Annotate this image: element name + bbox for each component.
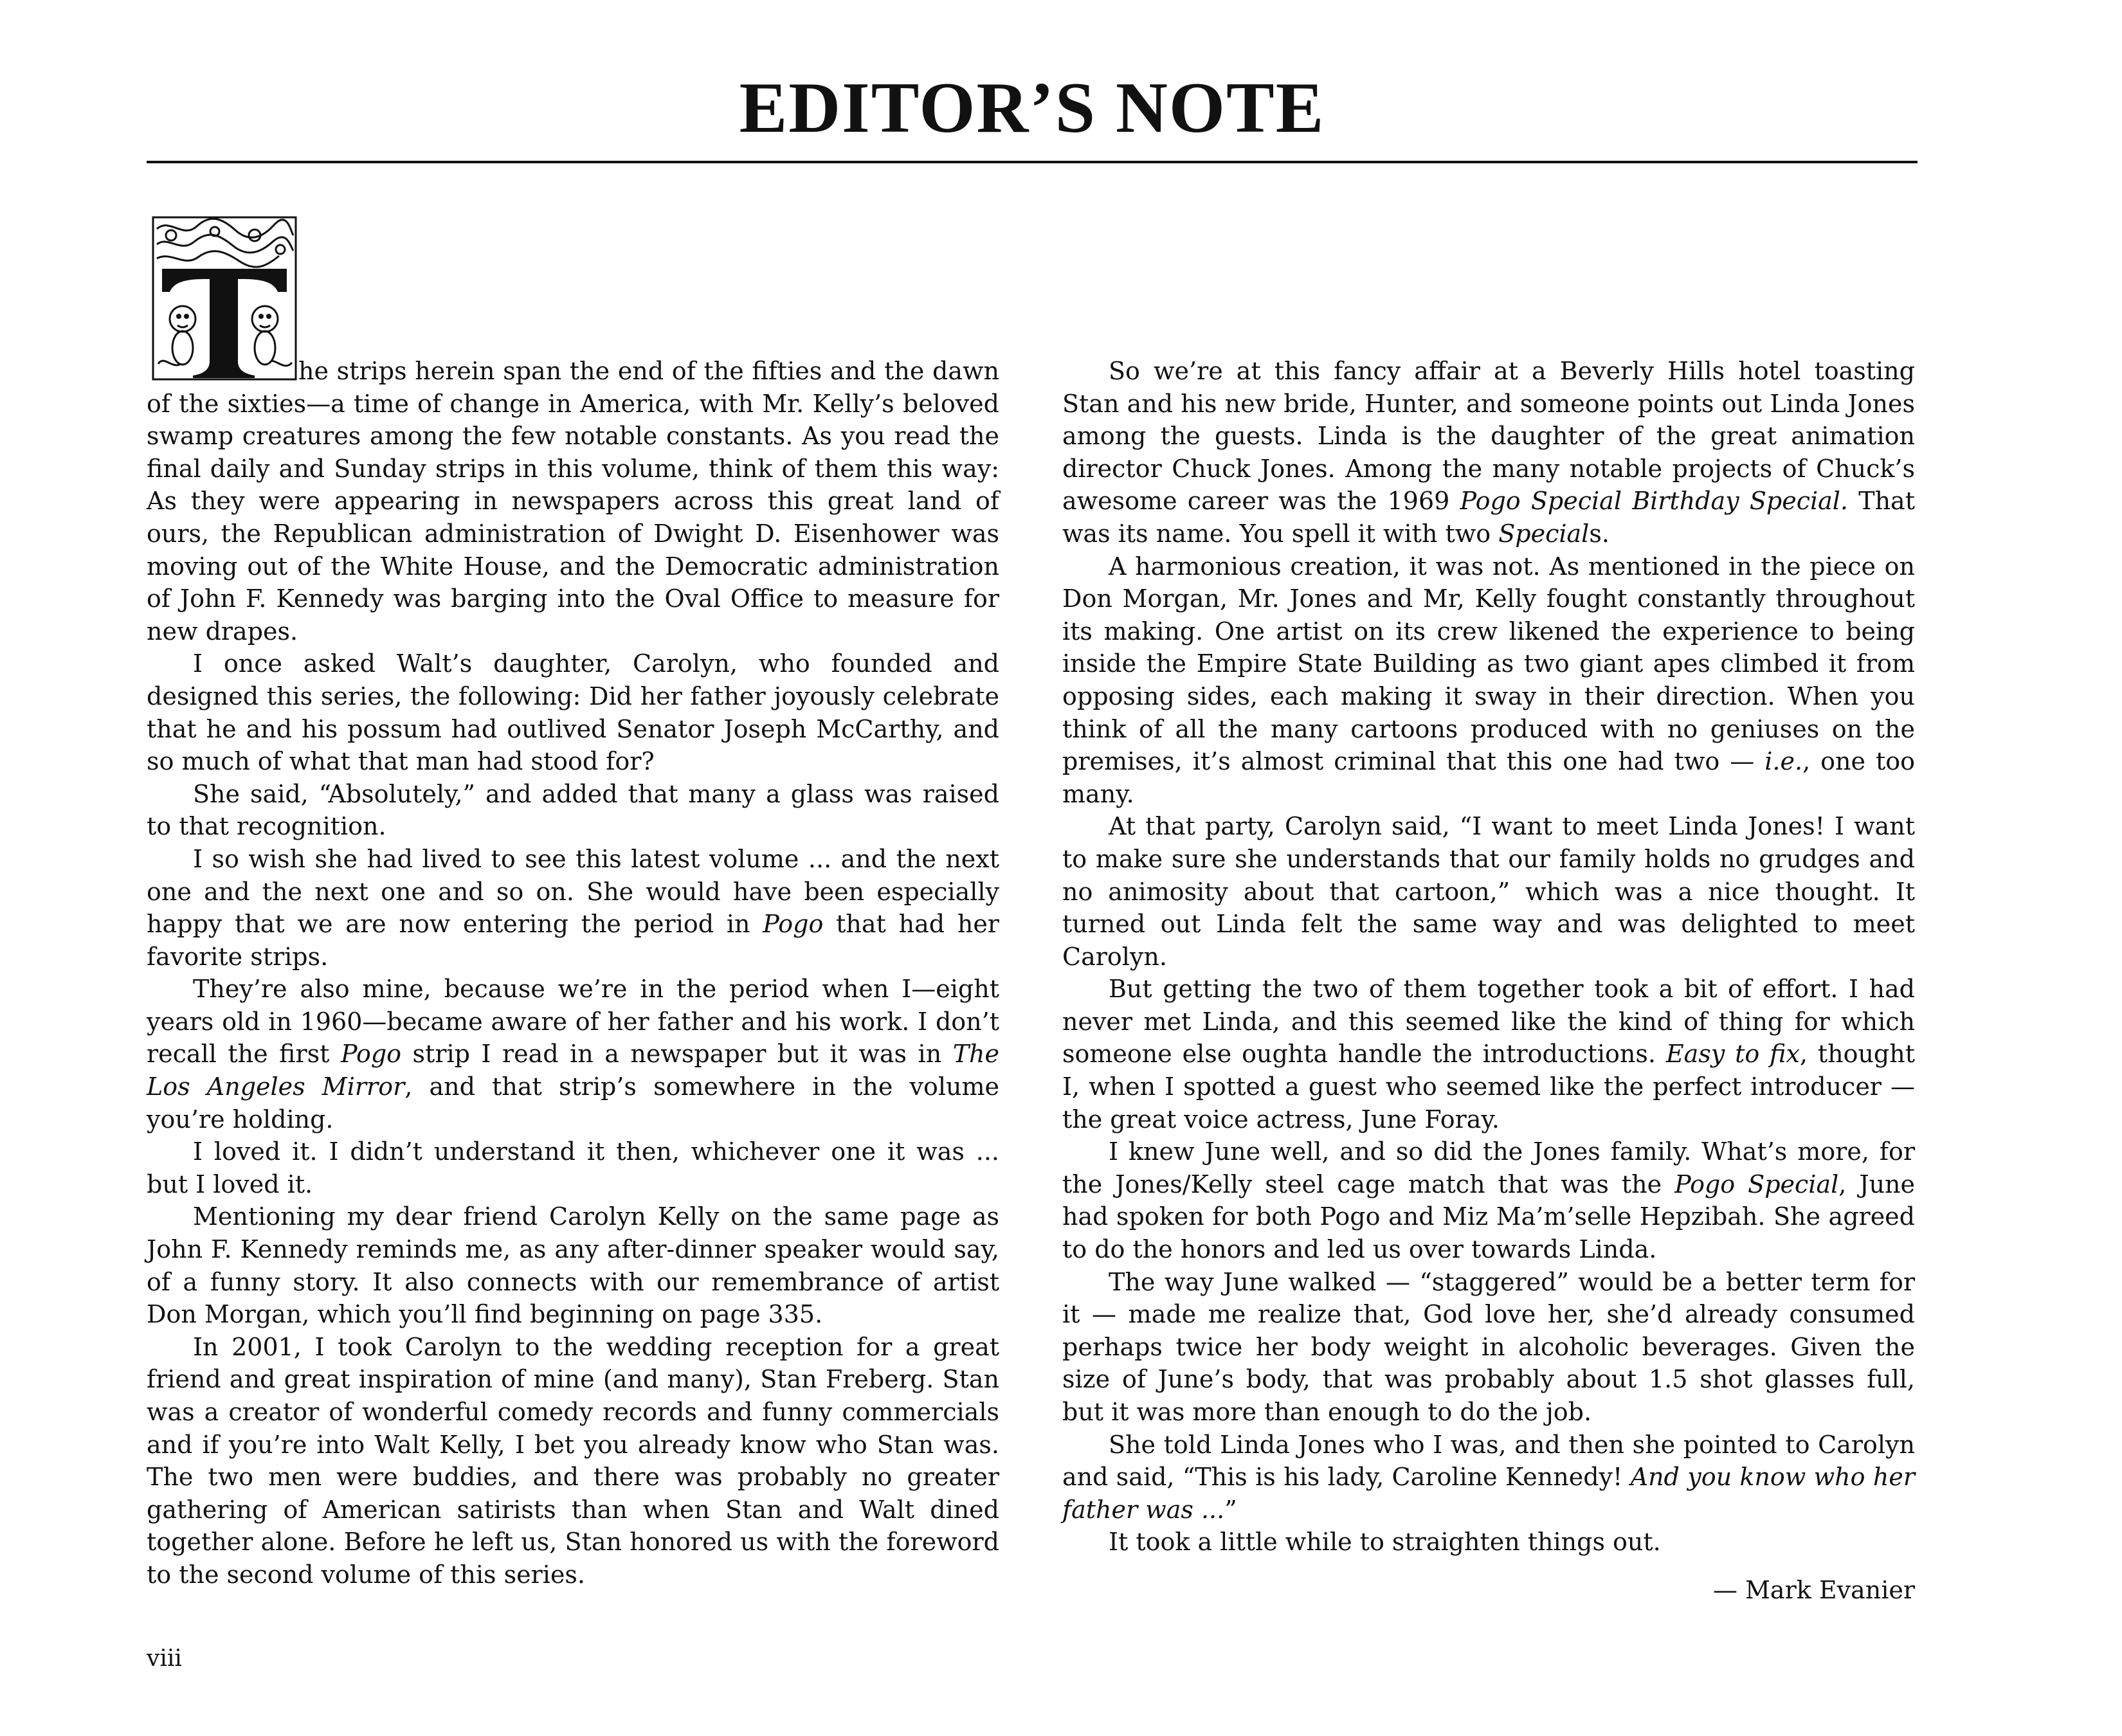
paragraph-text: She told Linda Jones who I was, and then she pointed to Carolyn and said, “This is his lady, Caroline Kennedy! (1062, 1430, 1915, 1492)
paragraph (1062, 973, 1915, 1135)
paragraph-text: strip I read in a newspaper but it was in (401, 1040, 953, 1069)
italic-title: The Los Angeles Mirror (147, 1040, 999, 1101)
paragraph: The way June walked — “staggered” would be a better term for it — made me realize that, God love her, she’d already consumed perhaps twice her body weight in alcoholic beverages. Given the size of June’s body, that was probably about 1.5 shot glasses full, but it was more than enough to do the job. (1062, 1267, 1915, 1426)
paragraph (1062, 1429, 1915, 1526)
paragraph: At that party, Carolyn said, “I want to meet Linda Jones! I want to make sure she understands that our family holds no grudges and no animosity about that cartoon,” which was a nice thought. It turned out Linda felt the same way and was delighted to meet Carolyn. (1062, 812, 1915, 971)
paragraph-text: that had her favorite strips. (147, 910, 999, 971)
italic-quote: And you know who her father was ... (1062, 1463, 1915, 1524)
paragraph-text: They’re also mine, because we’re in the period when I—eight years old in 1960—became aware of her father and his work. I don’t recall the first (147, 975, 999, 1069)
paragraph: Mentioning my dear friend Carolyn Kelly on the same page as John F. Kennedy reminds me, as any after-dinner speaker would say, of a funny story. It also connects with our remembrance of artist Don Morgan, which you’ll find beginning on page 335. (147, 1202, 999, 1329)
paragraph-text: , and that strip’s somewhere in the volume you’re holding. (147, 1072, 999, 1134)
paragraph: It took a little while to straighten things out. (1109, 1528, 1661, 1557)
paragraph-text: s. (1589, 519, 1610, 548)
paragraph: She said, “Absolutely,” and added that many a glass was raised to that recognition. (147, 779, 999, 841)
paragraph-text: A harmonious creation, it was not. As mentioned in the piece on Don Morgan, Mr. Jones and Mr, Kelly fought constantly throughout its making. One artist on its crew likened the experience to being inside the Empire State Building as two giant apes climbed it from opposing sides, each making it sway in their direction. When you think of all the many cartoons produced with no geniuses on the premises, it’s almost criminal that this one had two — (1062, 552, 1915, 776)
paragraph: I loved it. I didn’t understand it then, whichever one it was ... but I loved it. (147, 1137, 999, 1198)
paragraph (1062, 550, 1915, 811)
paragraph-text: , one too many. (1062, 747, 1915, 808)
paragraph (1062, 355, 1915, 550)
italic-phrase: Easy to fix (1665, 1040, 1800, 1069)
paragraph-text: But getting the two of them together took a bit of effort. I had never met Linda, and this seemed like the kind of thing for which someone else oughta handle the introductions. (1062, 975, 1915, 1069)
paragraph-text: That was its name. You spell it with two (1062, 487, 1915, 548)
paragraph (147, 973, 999, 1135)
paragraph-text: I knew June well, and so did the Jones family. What’s more, for the Jones/Kelly steel cage match that was the (1062, 1137, 1915, 1198)
italic-title: Pogo Special (1674, 1170, 1839, 1198)
italic-title: Pogo (763, 910, 824, 939)
paragraph (147, 843, 999, 973)
paragraph-text: , June had spoken for both Pogo and Miz Ma’m’selle Hepzibah. She agreed to do the honors and led us over towards Linda. (1062, 1170, 1915, 1264)
paragraph-text: I so wish she had lived to see this latest volume ... and the next one and the next one and so on. She would have been especially happy that we are now entering the period in (147, 844, 999, 939)
italic-title: Special (1498, 519, 1590, 548)
paragraph: I once asked Walt’s daughter, Carolyn, who founded and designed this series, the following: Did her father joyously celebrate that he and his possum had outlived Senator Joseph McCarthy, and so much of what that man had stood for? (147, 649, 999, 776)
page-title: EDITOR’S NOTE (739, 68, 1325, 148)
paragraph: In 2001, I took Carolyn to the wedding reception for a great friend and great inspiration of mine (and many), Stan Freberg. Stan was a creator of wonderful comedy records and funny commercials and if you’re into Walt Kelly, I bet you already know who Stan was. The two men were buddies, and there was probably no greater gathering of American satirists than when Stan and Walt dined together alone. Before he left us, Stan honored us with the foreword to the second volume of this series. (147, 1332, 999, 1589)
italic-abbreviation: i.e. (1764, 747, 1803, 776)
drop-cap-spacer (147, 355, 298, 383)
title-divider (147, 161, 1918, 163)
paragraph-text: , thought I, when I spotted a guest who seemed like the perfect introducer — the great voice actress, June Foray. (1062, 1040, 1915, 1134)
right-text-column (1062, 355, 1915, 1607)
paragraph-text: ” (1224, 1495, 1237, 1524)
paragraph (1062, 1135, 1915, 1265)
author-signature: — Mark Evanier (1712, 1575, 1915, 1604)
paragraph-text: he strips herein span the end of the fifties and the dawn of the sixties—a time of change in America, with Mr. Kelly’s beloved swamp creatures among the few notable constants. As you read the final daily and Sunday strips in this volume, think of them this way: As they were appearing in newspapers across this great land of ours, the Republican administration of Dwight D. Eisenhower was moving out of the White House, and the Democratic administration of John F. Kennedy was barging into the Oval Office to measure for new drapes. (147, 357, 999, 646)
paragraph (147, 355, 999, 647)
paragraph-text: So we’re at this fancy affair at a Beverly Hills hotel toasting Stan and his new bride, Hunter, and someone points out Linda Jones among the guests. Linda is the daughter of the great animation director Chuck Jones. Among the many notable projects of Chuck’s awesome career was the 1969 (1062, 357, 1915, 516)
italic-title: Pogo Special Birthday Special. (1460, 487, 1849, 516)
left-text-column (147, 355, 999, 1591)
page-number: viii (147, 1645, 182, 1672)
italic-title: Pogo (340, 1040, 402, 1069)
